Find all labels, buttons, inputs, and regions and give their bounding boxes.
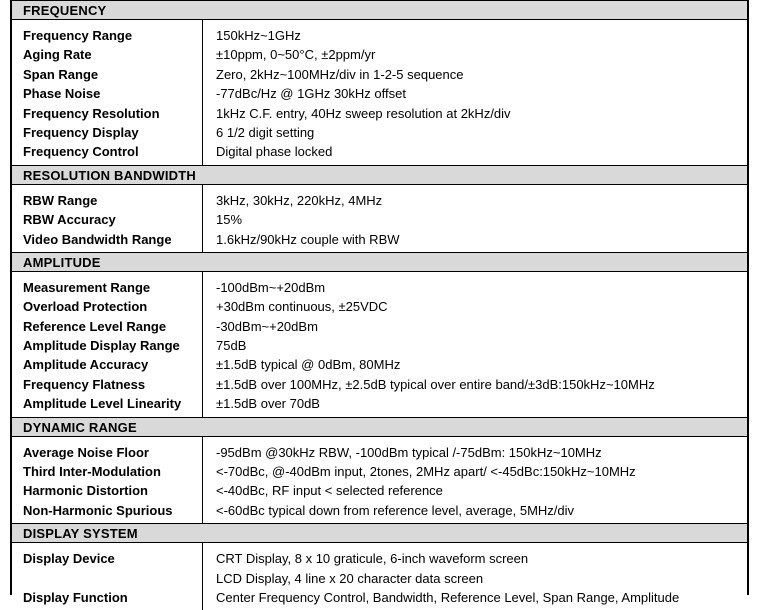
spec-value: -77dBc/Hz @ 1GHz 30kHz offset xyxy=(216,86,406,102)
spec-label: Non-Harmonic Spurious xyxy=(23,502,173,518)
spec-label: Amplitude Display Range xyxy=(23,338,180,354)
section-title: FREQUENCY xyxy=(12,0,747,20)
spec-label: Frequency Flatness xyxy=(23,376,146,392)
spec-value: Zero, 2kHz~100MHz/div in 1-2-5 sequence xyxy=(216,66,464,82)
section-title: DISPLAY SYSTEM xyxy=(12,523,747,543)
spec-value: -95dBm @30kHz RBW, -100dBm typical /-75dBm: 150kHz~10MHz xyxy=(216,444,602,460)
spec-label: Display Device xyxy=(23,551,115,567)
value-column xyxy=(203,437,747,524)
spec-value: <-70dBc, @-40dBm input, 2tones, 2MHz apart/ <-45dBc:150kHz~10MHz xyxy=(216,464,636,480)
spec-label xyxy=(12,569,202,588)
spec-value: CRT Display, 8 x 10 graticule, 6-inch waveform screen xyxy=(216,551,529,567)
spec-label: Aging Rate xyxy=(23,47,92,63)
label-column xyxy=(12,185,203,252)
spec-label: Frequency Resolution xyxy=(23,105,160,121)
value-column xyxy=(203,543,747,610)
spec-label: Frequency Control xyxy=(23,144,139,160)
spec-section xyxy=(12,0,747,165)
spec-value: 15% xyxy=(216,212,243,228)
spec-value: -100dBm~+20dBm xyxy=(216,279,326,295)
spec-label: Amplitude Level Linearity xyxy=(23,396,182,412)
value-column xyxy=(203,20,747,165)
spec-value: ±1.5dB over 100MHz, ±2.5dB typical over entire band/±3dB:150kHz~10MHz xyxy=(216,376,655,392)
section-title: AMPLITUDE xyxy=(12,252,747,272)
spec-value: <-60dBc typical down from reference level, average, 5MHz/div xyxy=(216,502,575,518)
spec-label: Frequency Range xyxy=(23,28,133,43)
spec-label: Third Inter-Modulation xyxy=(23,464,161,480)
section-title: DYNAMIC RANGE xyxy=(12,417,747,437)
spec-table xyxy=(10,0,749,605)
spec-value: +30dBm continuous, ±25VDC xyxy=(216,299,388,315)
spec-value: 3kHz, 30kHz, 220kHz, 4MHz xyxy=(216,192,383,208)
spec-section xyxy=(12,417,747,524)
spec-section xyxy=(12,165,747,252)
spec-label: Overload Protection xyxy=(23,299,148,315)
spec-value: 1kHz C.F. entry, 40Hz sweep resolution at 2kHz/div xyxy=(216,105,511,121)
spec-label: Phase Noise xyxy=(23,86,101,102)
spec-value: 6 1/2 digit setting xyxy=(216,124,315,140)
spec-label: Harmonic Distortion xyxy=(23,483,148,499)
section-body xyxy=(12,20,747,165)
spec-label: Display Function xyxy=(23,589,128,605)
spec-value: 75dB xyxy=(216,338,247,354)
label-column xyxy=(12,20,203,165)
spec-label: Span Range xyxy=(23,66,99,82)
spec-value: Center Frequency Control, Bandwidth, Reference Level, Span Range, Amplitude xyxy=(216,589,680,605)
spec-value: ±10ppm, 0~50°C, ±2ppm/yr xyxy=(216,47,376,63)
spec-value: Digital phase locked xyxy=(216,144,333,160)
label-column xyxy=(12,543,203,610)
spec-value: LCD Display, 4 line x 20 character data screen xyxy=(216,570,484,586)
spec-label: Measurement Range xyxy=(23,279,151,295)
spec-value: 150kHz~1GHz xyxy=(216,28,301,43)
spec-value: 1.6kHz/90kHz couple with RBW xyxy=(216,231,400,247)
spec-value: ±1.5dB over 70dB xyxy=(216,396,320,412)
value-column xyxy=(203,272,747,417)
value-column xyxy=(203,185,747,252)
section-body xyxy=(12,185,747,252)
section-title: RESOLUTION BANDWIDTH xyxy=(12,165,747,185)
spec-label: Reference Level Range xyxy=(23,318,167,334)
label-column xyxy=(12,437,203,524)
label-column xyxy=(12,272,203,417)
spec-section xyxy=(12,523,747,610)
spec-section xyxy=(12,252,747,417)
spec-label: Video Bandwidth Range xyxy=(23,231,172,247)
section-body xyxy=(12,437,747,524)
section-body xyxy=(12,272,747,417)
spec-value: -30dBm~+20dBm xyxy=(216,318,318,334)
section-body xyxy=(12,543,747,610)
spec-label: RBW Range xyxy=(23,192,98,208)
spec-value: ±1.5dB typical @ 0dBm, 80MHz xyxy=(216,357,401,373)
spec-label: Frequency Display xyxy=(23,124,139,140)
spec-label: RBW Accuracy xyxy=(23,212,116,228)
spec-label: Average Noise Floor xyxy=(23,444,149,460)
spec-value: <-40dBc, RF input < selected reference xyxy=(216,483,443,499)
spec-label: Amplitude Accuracy xyxy=(23,357,149,373)
